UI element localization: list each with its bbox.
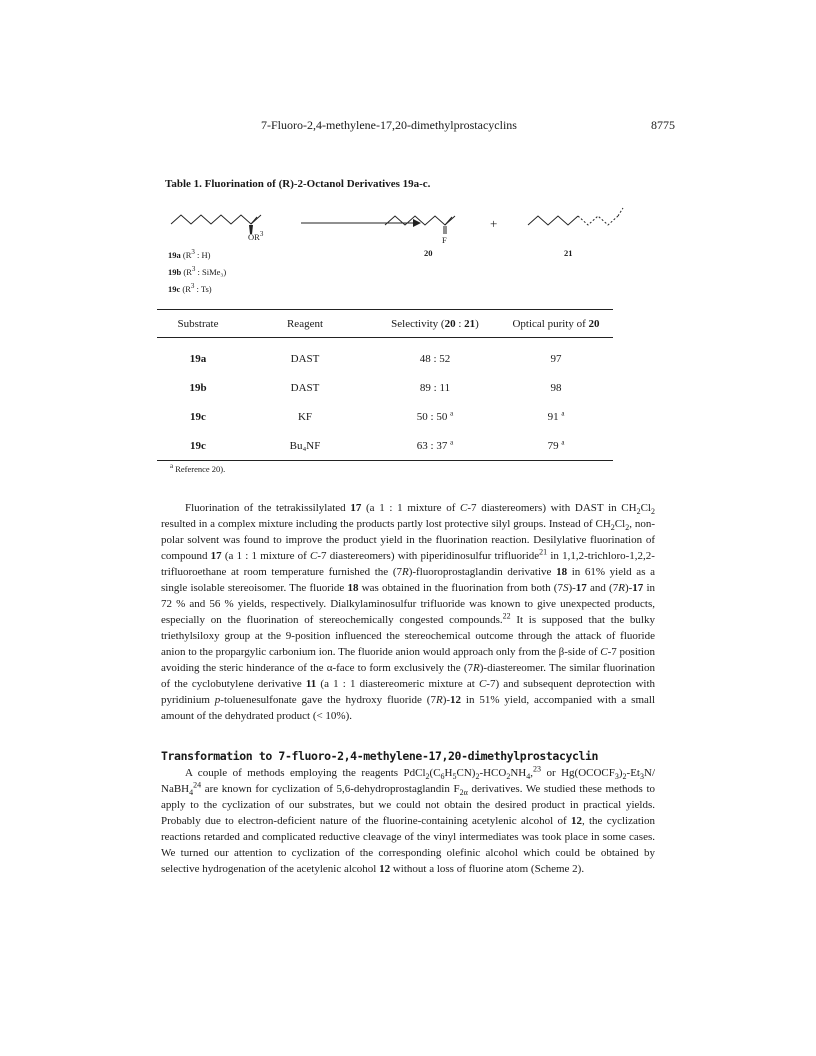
text-run: 2 bbox=[636, 507, 641, 517]
text-run: CN) bbox=[456, 767, 476, 779]
text-run: -7 diastereomers) with DAST in CH bbox=[467, 502, 637, 514]
text-run: 2 bbox=[651, 507, 655, 517]
text-run: 17 bbox=[632, 582, 644, 594]
text-run: was obtained in the fluorination from both (7 bbox=[358, 582, 563, 594]
text-run: or Hg(OCOCF bbox=[540, 767, 615, 779]
text-run: Cl bbox=[614, 518, 626, 530]
text-run: 22 bbox=[502, 611, 511, 621]
text-run: C bbox=[310, 550, 318, 562]
cell-substrate: 19c bbox=[157, 431, 239, 461]
product-21-alkene bbox=[578, 216, 618, 225]
page-number: 8775 bbox=[651, 118, 675, 132]
text-run: 2 bbox=[610, 523, 615, 533]
fluorine-label: F bbox=[442, 235, 447, 245]
page-header bbox=[0, 118, 816, 134]
text-run: 18 bbox=[347, 582, 359, 594]
text-run: -7 position avoiding the steric hinderance of the α-face to form exclusively the (7 bbox=[161, 646, 655, 674]
section-heading: Transformation to 7-fluoro-2,4-methylene-17,20-dimethylprostacyclin bbox=[161, 749, 599, 763]
text-run: , the cyclization reactions retarded and complicated reductive cleavage of the vinyl intermediates was took place in some cases. We turned our attention to cyclization of the corresponding olefinic alcohol which could be obtained by selective hydrogenation of the acetylenic alcohol bbox=[161, 815, 655, 875]
product-20-chain bbox=[385, 216, 455, 225]
product-20-methyl bbox=[445, 217, 452, 225]
text-run: (a 1 : 1 mixture of bbox=[361, 502, 461, 514]
text-run: 17 bbox=[350, 502, 362, 514]
text-run: ) bbox=[618, 767, 623, 779]
text-run: 2 bbox=[506, 772, 511, 782]
text-run: N/ NaBH bbox=[161, 767, 655, 795]
text-run: 3 bbox=[640, 772, 644, 782]
text-run: Fluorination of the tetrakissilylated bbox=[185, 502, 351, 514]
text-run: 5 bbox=[452, 772, 457, 782]
text-run: 2 bbox=[622, 772, 627, 782]
cell-reagent: Bu₄NF bbox=[239, 431, 371, 461]
footnote-marker: a bbox=[450, 437, 454, 446]
text-run: in 72 % and 56 % yields, respectively. Dialkylaminosulfur trifluoride was known to give unexpected products, especially on the fluorination of stereochemically congested compounds. bbox=[161, 582, 656, 626]
table-row bbox=[157, 373, 613, 402]
cell-purity: 91 $^a$ bbox=[547, 408, 565, 423]
text-run: It is supposed that the bulky triethylsiloxy group at the 9-position influenced the stereochemical outcome through the attack of fluoride anion to the propargylic carbonium ion. The fluoride anion would approach only from the β-side of bbox=[161, 614, 655, 658]
paragraph-transformation bbox=[161, 765, 655, 877]
footnote-marker: a bbox=[561, 437, 565, 446]
cell-selectivity: 63 : 37 $^a$ bbox=[371, 431, 499, 461]
text-run: Cl bbox=[640, 502, 651, 514]
text-run: in 1,1,2-trichloro-1,2,2-trifluoroethane at room temperature furnished the (7 bbox=[161, 550, 655, 578]
cell-substrate: 19c bbox=[190, 410, 206, 423]
footnote-marker: a bbox=[561, 408, 565, 417]
table-caption: Table 1. Fluorination of (R)-2-Octanol Derivatives 19a-c. bbox=[165, 178, 431, 190]
substrate-label-19b: 19b (R$^3$ : SiMe₃) bbox=[168, 265, 227, 277]
table-row bbox=[157, 338, 613, 374]
text-run: (C bbox=[429, 767, 441, 779]
cell-selectivity: 89 : 11 bbox=[419, 381, 451, 394]
text-run: 2 bbox=[475, 772, 480, 782]
footnote-marker: a bbox=[450, 408, 454, 417]
substrate-chain bbox=[171, 215, 261, 224]
substrate-methyl bbox=[251, 217, 257, 224]
text-run: , bbox=[530, 767, 533, 779]
text-run: -toluenesulfonate gave the hydroxy fluoride (7 bbox=[220, 694, 436, 706]
plus-sign: + bbox=[490, 216, 498, 231]
table-footnote: $^a$ Reference 20). bbox=[170, 462, 226, 474]
cell-selectivity: 50 : 50 $^a$ bbox=[416, 408, 454, 423]
text-run: 4 bbox=[189, 788, 194, 798]
text-run: derivatives. We studied these methods to apply to the cyclization of our substrates, but we could not obtain the desired product in practical yields. Probably due to electron-deficient nature of the fluorine-containing acetylenic alcohol of bbox=[161, 783, 656, 827]
text-run: , non-polar solvent was found to improve the product yield in the fluorination reaction. Desilylative fluorination of compound bbox=[161, 518, 655, 562]
text-run: C bbox=[600, 646, 608, 658]
text-run: A couple of methods employing the reagents PdCl bbox=[185, 767, 426, 779]
text-run: 12 bbox=[570, 815, 582, 827]
substrate-label-19c: 19c (R$^3$ : Ts) bbox=[168, 282, 212, 294]
cell-reagent: KF bbox=[297, 410, 313, 423]
text-run: )- bbox=[568, 582, 576, 594]
cell-reagent: DAST bbox=[290, 381, 320, 394]
table-header-row bbox=[157, 310, 613, 338]
text-run: without a loss of fluorine atom (Scheme 2). bbox=[390, 863, 585, 875]
header-substrate: Substrate bbox=[157, 310, 239, 338]
text-run: 11 bbox=[305, 678, 317, 690]
cell-purity: 98 bbox=[550, 381, 562, 394]
cell-reagent: DAST bbox=[290, 352, 320, 365]
cell-purity: 97 bbox=[550, 352, 562, 365]
text-run: resulted in a complex mixture including the products partly lost protective silyl groups. Instead of CH bbox=[161, 518, 611, 530]
paragraph-fluorination bbox=[161, 500, 655, 724]
text-run: R bbox=[401, 566, 409, 578]
text-run: S bbox=[562, 582, 569, 594]
text-run: -HCO bbox=[479, 767, 507, 779]
text-run: p bbox=[214, 694, 221, 706]
text-run: 6 bbox=[440, 772, 445, 782]
product-21-chain bbox=[528, 216, 578, 225]
cell-selectivity: 48 : 52 bbox=[419, 352, 451, 365]
text-run: -Et bbox=[626, 767, 640, 779]
text-run: (a 1 : 1 diastereomeric mixture at bbox=[316, 678, 479, 690]
text-run: )-fluoroprostaglandin derivative bbox=[408, 566, 557, 578]
text-run: NH bbox=[510, 767, 527, 779]
reaction-scheme bbox=[165, 204, 645, 304]
cell-substrate: 19b bbox=[189, 381, 207, 394]
text-run: 2 bbox=[625, 523, 630, 533]
text-run: R bbox=[473, 662, 480, 674]
running-title: 7-Fluoro-2,4-methylene-17,20-dimethylprostacyclins bbox=[261, 118, 517, 132]
text-run: R bbox=[435, 694, 443, 706]
table-row bbox=[157, 431, 613, 461]
product-20-hash-bond bbox=[443, 227, 447, 233]
text-run: in 51% yield, accompanied with a small amount of the dehydrated product (< 10%). bbox=[161, 694, 655, 722]
text-run: 24 bbox=[193, 780, 202, 790]
text-run: 12 bbox=[450, 694, 462, 706]
text-run: )- bbox=[442, 694, 451, 706]
text-run: 17 bbox=[210, 550, 222, 562]
substrate-label-19a: 19a (R$^3$ : H) bbox=[168, 248, 211, 260]
fluorination-table bbox=[157, 309, 613, 461]
header-reagent: Reagent bbox=[239, 310, 371, 338]
header-selectivity: Selectivity (20 : 21) bbox=[371, 310, 499, 338]
text-run: in 61% yield as a single isolable stereoisomer. The fluoride bbox=[161, 566, 655, 594]
product-20-label: 20 bbox=[424, 248, 433, 258]
text-run: 23 bbox=[532, 764, 541, 774]
text-run: )-diastereomer. The similar fluorination of the cyclobutylene derivative bbox=[161, 662, 655, 690]
product-21-methyl bbox=[618, 208, 623, 216]
text-run: -7) and subsequent deprotection with pyridinium bbox=[161, 678, 656, 706]
text-run: (a 1 : 1 mixture of bbox=[221, 550, 311, 562]
text-run: 17 bbox=[575, 582, 587, 594]
text-run: 3 bbox=[614, 772, 619, 782]
text-run: 2α bbox=[459, 788, 468, 798]
text-run: 12 bbox=[379, 863, 391, 875]
text-run: -7 diastereomers) with piperidinosulfur trifluoride bbox=[317, 550, 540, 562]
text-run: and (7 bbox=[586, 582, 619, 594]
text-run: )- bbox=[624, 582, 633, 594]
product-21-label: 21 bbox=[564, 248, 573, 258]
text-run: 21 bbox=[539, 547, 548, 557]
text-run: C bbox=[460, 502, 468, 514]
reaction-scheme-drawing bbox=[165, 204, 645, 304]
table-row bbox=[157, 402, 613, 431]
text-run: R bbox=[618, 582, 625, 594]
text-run: 18 bbox=[556, 566, 568, 578]
text-run: H bbox=[444, 767, 453, 779]
text-run: are known for cyclization of 5,6-dehydroprostaglandin F bbox=[201, 783, 460, 795]
text-run: 2 bbox=[425, 772, 430, 782]
text-run: 4 bbox=[526, 772, 531, 782]
cell-purity: 79 $^a$ bbox=[499, 431, 613, 461]
header-optical-purity: Optical purity of 20 bbox=[499, 310, 613, 338]
cell-substrate: 19a bbox=[189, 352, 207, 365]
text-run: C bbox=[478, 678, 487, 690]
or3-label: OR$^3$ bbox=[248, 230, 264, 242]
